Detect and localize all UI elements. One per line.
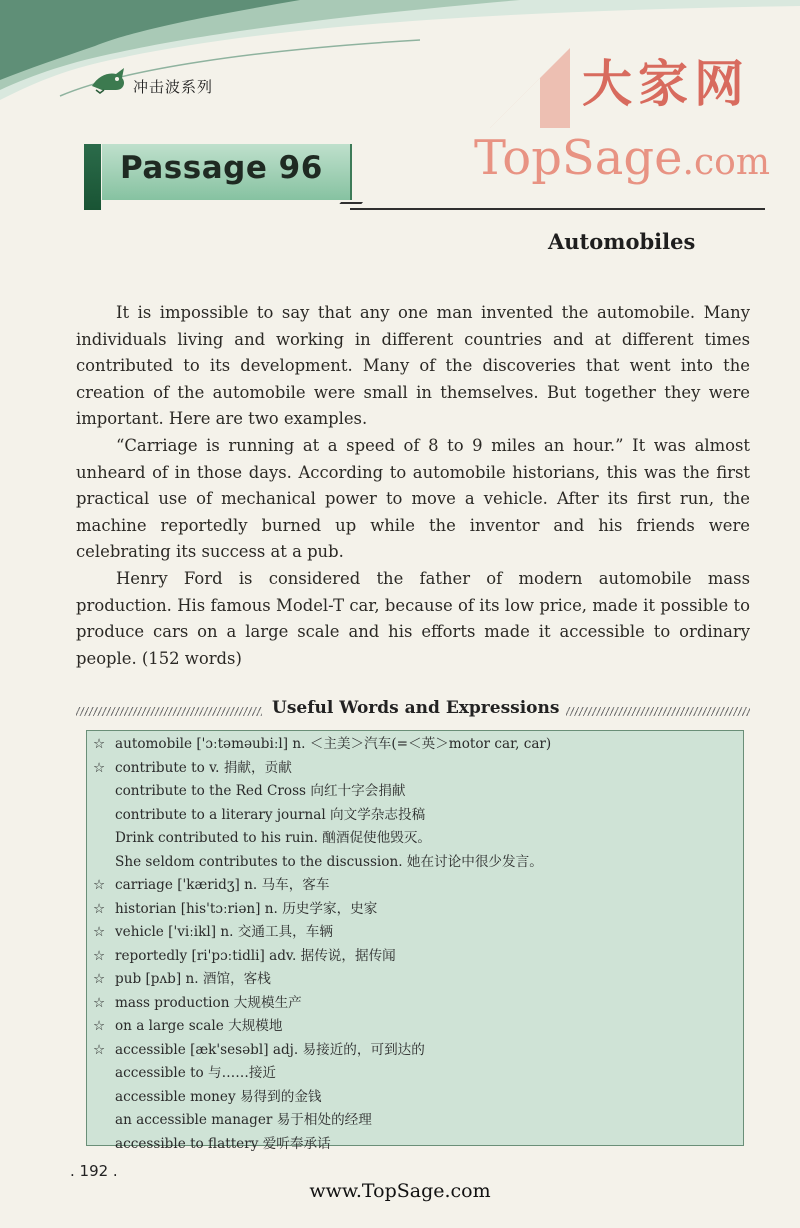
- vocab-item-text: on a large scale 大规模地: [115, 1018, 283, 1034]
- vocab-item: [93, 733, 733, 757]
- vocab-item-text: accessible to flattery 爱听奉承话: [115, 1135, 331, 1152]
- vocab-header: [76, 697, 750, 723]
- vocab-item: [93, 968, 733, 992]
- vocab-box: [86, 730, 744, 1152]
- star-icon: ☆: [93, 994, 106, 1011]
- star-icon: ☆: [93, 759, 106, 776]
- article-body: [76, 300, 750, 672]
- vocab-item: [93, 1086, 733, 1110]
- star-icon: ☆: [93, 877, 106, 893]
- star-icon: ☆: [93, 1041, 106, 1058]
- vocab-item-text: contribute to v. 捐献，贡献: [115, 759, 292, 776]
- vocab-item-text: carriage ['kæridʒ] n. 马车，客车: [115, 877, 330, 893]
- hatch-divider-right: [566, 707, 750, 716]
- passage-accent-bar: [84, 144, 101, 210]
- vocab-item: [93, 945, 733, 969]
- vocab-item-text: contribute to the Red Cross 向红十字会捐献: [115, 783, 406, 799]
- vocab-item: [93, 804, 733, 828]
- hatch-divider-left: [76, 707, 262, 716]
- logo-triangle-icon: [470, 38, 590, 138]
- vocab-item-text: She seldom contributes to the discussion. 她在讨论中很少发言。: [115, 853, 543, 870]
- vocab-item-text: pub [pʌb] n. 酒馆，客栈: [115, 971, 271, 987]
- vocab-item: [93, 757, 733, 781]
- vocab-item-text: contribute to a literary journal 向文学杂志投稿: [115, 806, 426, 823]
- vocab-item-text: Drink contributed to his ruin. 酗酒促使他毁灭。: [115, 830, 432, 846]
- vocab-item: [93, 851, 733, 875]
- series-title: 冲击波系列: [133, 78, 214, 96]
- vocab-item: [93, 874, 733, 898]
- vocab-item: [93, 1133, 733, 1157]
- passage-title: Passage 96: [120, 150, 323, 186]
- vocab-item: [93, 1062, 733, 1086]
- star-icon: ☆: [93, 971, 106, 987]
- vocab-item: [93, 1015, 733, 1039]
- vocab-item-text: automobile ['ɔːtəməubiːl] n. ＜主美＞汽车(=＜英＞motor car, car): [115, 736, 552, 752]
- passage-header: [76, 136, 766, 216]
- vocab-item-text: mass production 大规模生产: [115, 994, 302, 1011]
- vocab-item: [93, 1109, 733, 1133]
- star-icon: ☆: [93, 736, 106, 752]
- star-icon: ☆: [93, 924, 106, 940]
- mascot-icon: [90, 66, 130, 94]
- vocab-item-text: historian [his'tɔːriən] n. 历史学家，史家: [115, 900, 378, 917]
- vocab-item-text: accessible [æk'sesəbl] adj. 易接近的，可到达的: [115, 1041, 425, 1058]
- paragraph: Henry Ford is considered the father of modern automobile mass production. His famous Model-T car, because of its low price, made it possible to produce cars on a large scale and his efforts made it accessible to ordinary people. (152 words): [76, 568, 750, 668]
- vocab-item: [93, 992, 733, 1016]
- vocab-item-text: vehicle ['viːikl] n. 交通工具，车辆: [115, 924, 333, 940]
- logo-chinese-text: 大家网: [582, 54, 750, 113]
- vocab-item: [93, 827, 733, 851]
- article-title: Automobiles: [548, 229, 696, 254]
- paragraph: “Carriage is running at a speed of 8 to 9 miles an hour.” It was almost unheard of in those days. According to automobile historians, this was the first practical use of mechanical power to move a vehicle. After its first run, the machine reportedly burned up while the inventor and his friends were celebrating its success at a pub.: [76, 435, 750, 562]
- footer-url[interactable]: www.TopSage.com: [309, 1180, 491, 1202]
- paragraph: It is impossible to say that any one man invented the automobile. Many individuals living and working in different countries and at different times contributed to its development. Many of the discoveries that went into the creation of the automobile were small in themselves. But together they were important. Here are two examples.: [76, 303, 750, 429]
- vocab-item-text: an accessible manager 易于相处的经理: [115, 1112, 372, 1128]
- star-icon: ☆: [93, 900, 106, 917]
- vocab-title: Useful Words and Expressions: [272, 698, 560, 718]
- vocab-list: [93, 733, 733, 1156]
- vocab-item-text: accessible money 易得到的金钱: [115, 1088, 322, 1105]
- vocab-item-text: reportedly [ri'pɔːtidli] adv. 据传说，据传闻: [115, 947, 396, 964]
- logo-english-suffix: .com: [682, 142, 770, 183]
- star-icon: ☆: [93, 947, 106, 964]
- logo-english-main: TopSage: [474, 130, 683, 186]
- vocab-item: [93, 1039, 733, 1063]
- page-number: . 192 .: [70, 1162, 118, 1180]
- vocab-item: [93, 921, 733, 945]
- passage-underline: [350, 208, 765, 210]
- vocab-item-text: accessible to 与……接近: [115, 1065, 277, 1081]
- vocab-item: [93, 898, 733, 922]
- vocab-item: [93, 780, 733, 804]
- star-icon: ☆: [93, 1018, 106, 1034]
